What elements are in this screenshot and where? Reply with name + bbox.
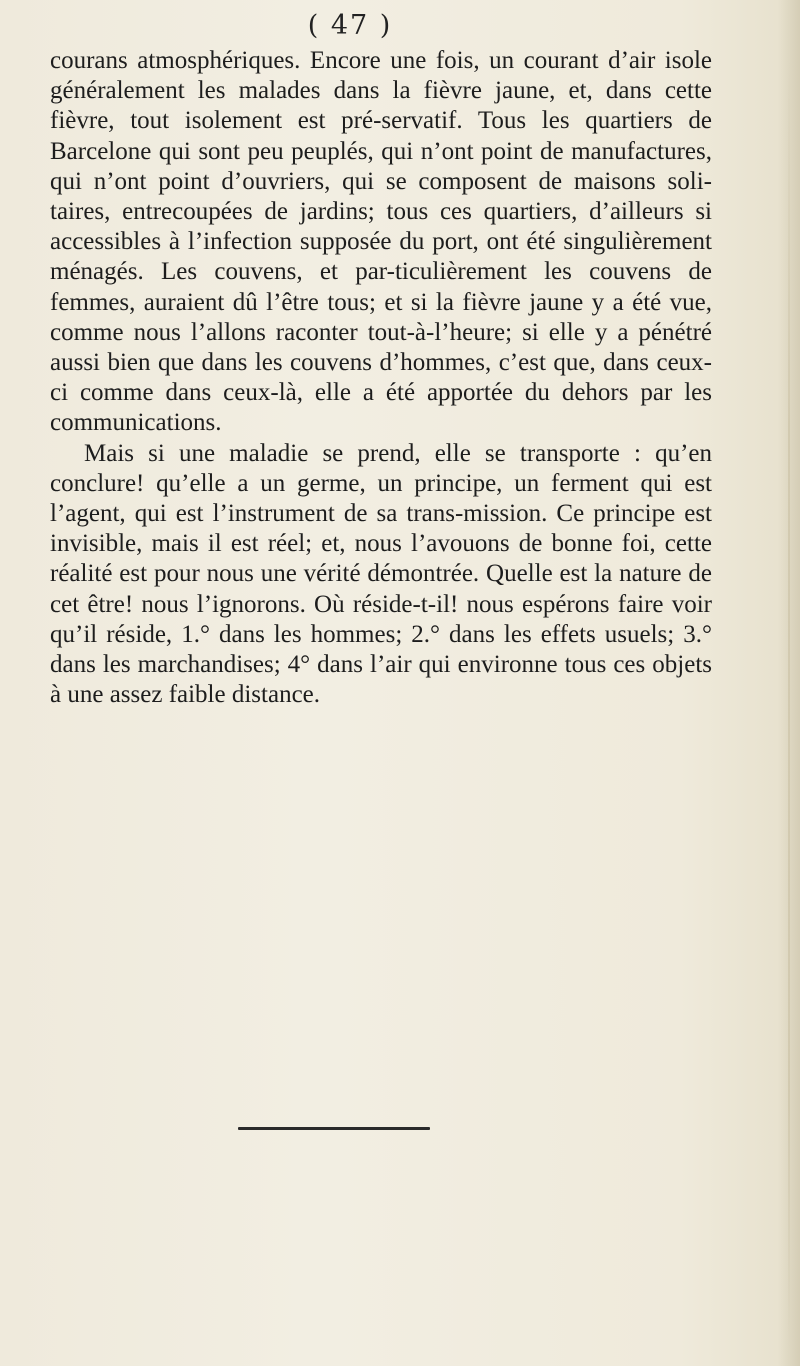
paragraph-1: courans atmosphériques. Encore une fois, un courant d’air isole généralement les malades dans la fièvre jaune, et, dans cette fièvre, tout isolement est pré-servatif. Tous les quartiers de Barcelone qui sont peu peuplés, qui n’ont point de manufactures, qui n’ont point d’ouvriers, qui se composent de maisons soli-taires, entrecoupées de jardins; tous ces quartiers, d’ailleurs si accessibles à l’infection supposée du port, ont été singulièrement ménagés. Les couvens, et par-ticulièrement les couvens de femmes, auraient dû l’être tous; et si la fièvre jaune y a été vue, comme nous l’allons raconter tout-à-l’heure; si elle y a pénétré aussi bien que dans les couvens d’hommes, c’est que, dans ceux-ci comme dans ceux-là, elle a été apportée du dehors par les communications. bbox=[50, 47, 712, 437]
body-text bbox=[50, 46, 712, 710]
paragraph-2: Mais si une maladie se prend, elle se transporte : qu’en conclure! qu’elle a un germe, un principe, un ferment qui est l’agent, qui est l’instrument de sa trans-mission. Ce principe est invisible, mais il est réel; et, nous l’avouons de bonne foi, cette réalité est pour nous une vérité démontrée. Quelle est la nature de cet être! nous l’ignorons. Où réside-t-il! nous espérons faire voir qu’il réside, 1.° dans les hommes; 2.° dans les effets usuels; 3.° dans les marchandises; 4° dans l’air qui environne tous ces objets à une assez faible distance. bbox=[50, 439, 712, 709]
page-fold-line bbox=[788, 60, 790, 1350]
page-number: ( 47 ) bbox=[307, 10, 393, 41]
section-end-rule bbox=[238, 1127, 430, 1130]
